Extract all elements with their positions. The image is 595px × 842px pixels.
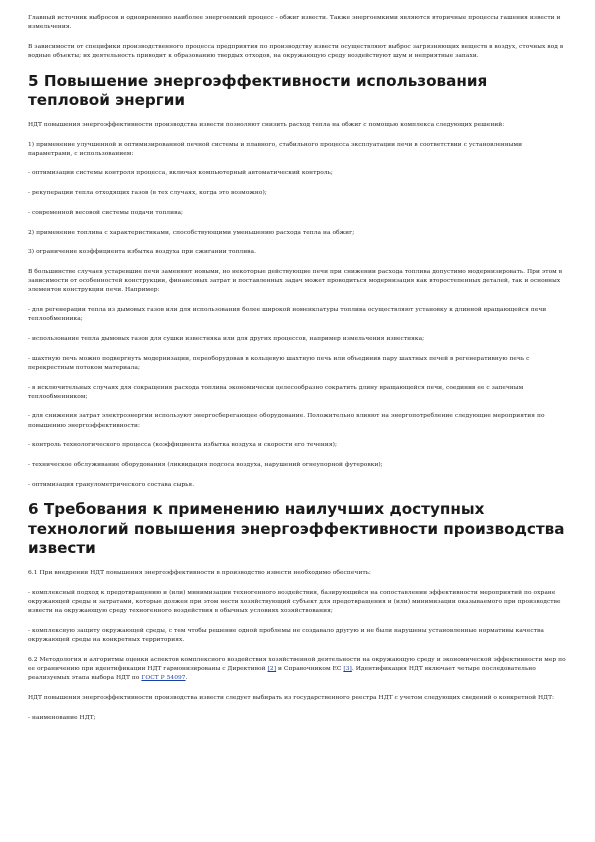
text-span: . Идентификация НДТ включает четыре последовательно реализуемых этапа выбора НДТ по — [28, 665, 536, 682]
list-item: - современной весовой системы подачи топлива; — [28, 209, 184, 216]
paragraph: 1) применение улучшенной и оптимизированной печной системы и плавного, стабильного процесса эксплуатации печи в соответствии с установленными параметрами, с использованием: — [28, 141, 523, 157]
text-span: 6.2 Методология и алгоритмы оценки аспектов комплексного воздействия хозяйственной деятельности на окружающую среду и экономической эффективности мер по ее ограничению при идентификации НДТ гармонизированы с Директивой — [28, 656, 566, 672]
list-item: - наименование НДТ; — [28, 714, 96, 721]
text-span: . — [185, 675, 188, 682]
paragraph: 2) применение топлива с характеристиками, способствующими уменьшению расхода тепла на обжиг; — [28, 229, 355, 236]
list-item: - комплексную защиту окружающей среды, с тем чтобы решение одной проблемы не создавало другую и не были нарушены установленные нормативы качества окружающей среды на конкретных территориях. — [28, 627, 544, 643]
paragraph: В зависимости от специфики производственного процесса предприятия по производству извести осуществляют выброс загрязняющих веществ в воздух, сточных вод в водные объекты; их деятельность приводит к образованию твердых отходов, на окружающую среду воздействуют шум и неприятные запахи. — [28, 43, 564, 60]
list-item: - в исключительных случаях для сокращения расхода топлива экономически целесообразно сократить длину вращающейся печи, соединив ее с запечным теплообменником; — [28, 384, 524, 400]
paragraph: 3) ограничение коэффициента избытка воздуха при сжигании топлива. — [28, 249, 257, 256]
gost-link[interactable]: ГОСТ Р 54097 — [141, 675, 186, 682]
list-item: - оптимизация гранулометрического состава сырья. — [28, 481, 195, 488]
list-item: - рекуперации тепла отходящих газов (в тех случаях, когда это возможно); — [28, 190, 267, 197]
list-item: - использование тепла дымовых газов для сушки известняка или для других процессов, например измельчения известняка; — [28, 335, 425, 342]
section-6-body — [28, 569, 567, 723]
list-item: - комплексный подход к предотвращению и (или) минимизации техногенного воздействия, базирующийся на сопоставлении эффективности мероприятий по охране окружающей среды и затратами, которые должен при этом нести хозяйствующий субъект для предотвращения и (или) минимизации оказываемого при производстве извести на окружающую среду техногенного воздействия в обычных условиях хозяйствования; — [28, 589, 561, 615]
list-item: - шахтную печь можно подвергнуть модернизации, переоборудовав в кольцевую шахтную печь или объединив пару шахтных печей в регенеративную печь с перекрестным потоком материала; — [28, 355, 530, 371]
paragraph: В большинстве случаев устаревшие печи заменяют новыми, но некоторые действующие печи при снижении расхода топлива допустимо модернизировать. При этом в зависимости от особенностей конструкции, финансовых затрат и поставленных задач может проводиться модернизация как второстепенных деталей, так и основных элементов конструкции печи. Например: — [28, 268, 563, 294]
reference-link-3[interactable]: [3] — [343, 665, 352, 672]
list-item: - техническое обслуживание оборудования (ликвидация подсоса воздуха, нарушений огнеупорной футеровки); — [28, 462, 383, 469]
paragraph: НДТ повышения энергоэффективности производства извести позволяют снизить расход тепла на обжиг с помощью комплекса следующих решений: — [28, 121, 505, 128]
list-item: - оптимизации системы контроля процесса, включая компьютерный автоматический контроль; — [28, 170, 333, 177]
list-item: - для регенерации тепла из дымовых газов или для использования более широкой номенклатуры топлива осуществляют установку к длинной вращающейся печи теплообменника; — [28, 307, 547, 323]
section-5-heading: 5 Повышение энергоэффективности использования тепловой энергии — [28, 71, 488, 110]
paragraph: НДТ повышения энергоэффективности производства извести следует выбирать из государственного реестра НДТ с учетом следующих сведений о конкретной НДТ: — [28, 694, 555, 701]
paragraph-6-2 — [28, 656, 567, 684]
list-item: - контроль технологического процесса (коэффициента избытка воздуха и скорости его течения); — [28, 442, 338, 449]
paragraph: 6.1 При внедрении НДТ повышения энергоэффективности в производство извести необходимо обеспечить: — [28, 569, 371, 576]
reference-link-2[interactable]: [2] — [267, 665, 277, 672]
list-item: - для снижения затрат электроэнергии используют энергосберегающее оборудование. Положительно влияют на энергопотребление следующие мероприятия по повышению энергоэффективности: — [28, 413, 545, 429]
text-span: и Справочником ЕС — [276, 665, 344, 672]
section-5-body — [28, 121, 567, 490]
section-6-heading: 6 Требования к применению наилучших доступных технологий повышения энергоэффективности производства извести — [28, 500, 565, 558]
paragraph: Главный источник выбросов и одновременно наиболее энергоемкий процесс - обжиг извести. Также энергоемкими являются вторичные процессы гашения извести и измельчения. — [28, 15, 561, 31]
